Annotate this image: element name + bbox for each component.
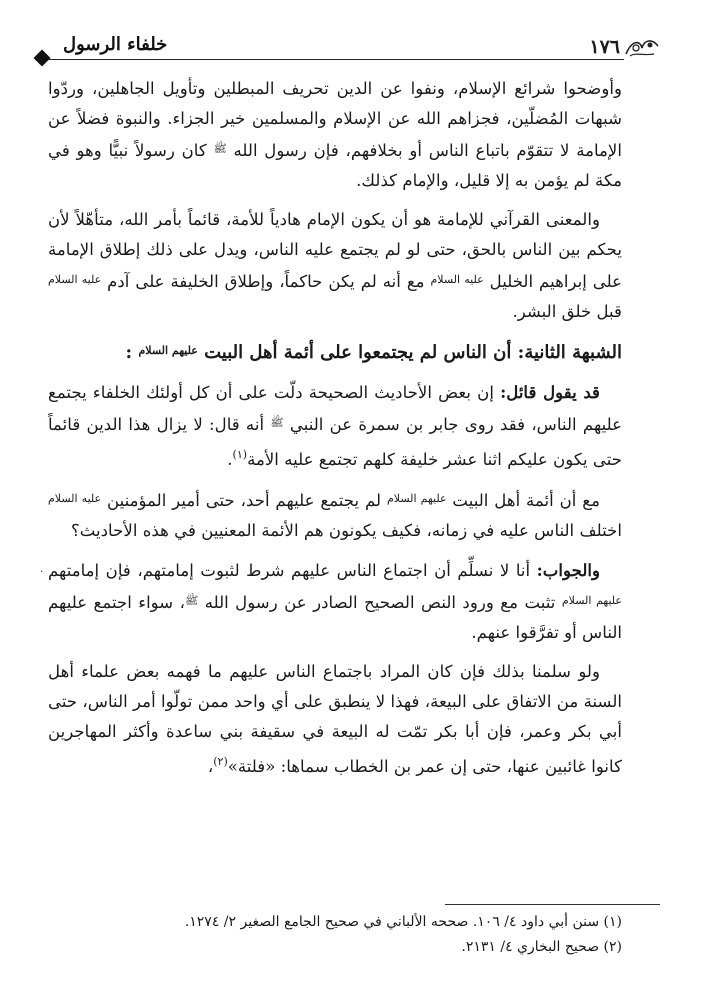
margin-mark: · [40, 567, 44, 578]
footnotes [48, 910, 622, 960]
lead-phrase: قد يقول قائل: [500, 382, 600, 402]
honorific-mark: ﷺ [184, 594, 199, 607]
diamond-ornament-icon [34, 50, 51, 67]
floral-ornament-icon [624, 34, 660, 60]
footnote-ref-2[interactable]: (٢) [213, 755, 228, 768]
honorific-mark: عليه السلام [430, 273, 484, 286]
paragraph-1: وأوضحوا شرائع الإسلام، ونفوا عن الدين تحريف المبطلين وتأويل الجاهلين، وردّوا شبهات المُضلّين، فجزاهم الله عن الإسلام والمسلمين خير الجزاء. والنبوة فضلاً عن الإمامة لا تتقوّم باتباع الناس أو بخلافهم، فإن رسول الله $^ﷺ$ كان رسولاً نبيًّا وهو في مكة لم يؤمن به إلا قليل، والإمام كذلك. [48, 79, 623, 190]
honorific-mark: عليهم السلام [561, 594, 622, 607]
section-heading: الشبهة الثانية: أن الناس لم يجتمعوا على أئمة أهل البيت $^{عليهم السلام}$ : [125, 342, 622, 363]
honorific-mark: ﷺ [213, 142, 227, 155]
footnote-2: (٢) صحيح البخاري ٤/ ٢١٣١. [461, 939, 622, 955]
honorific-mark: عليهم السلام [138, 344, 198, 357]
footnote-ref-1[interactable]: (١) [232, 448, 248, 461]
lead-phrase: والجواب: [536, 560, 600, 580]
page-header [36, 34, 660, 68]
book-title: خلفاء الرسول [58, 34, 172, 56]
honorific-mark: عليهم السلام [386, 492, 447, 505]
paragraph-3: قد يقول قائل: إن بعض الأحاديث الصحيحة دلّت على أن كل أولئك الخلفاء يجتمع عليهم الناس، فقد روى جابر بن سمرة عن النبي $^ﷺ$ أنه قال: لا يزال هذا الدين قائماً حتى يكون عليكم اثنا عشر خليفة كلهم تجتمع عليه الأمة$^{(١)}$. [48, 382, 622, 469]
footnote-1: (١) سنن أبي داود ٤/ ١٠٦. صححه الألباني في صحيح الجامع الصغير ٢/ ١٢٧٤. [184, 914, 622, 930]
page-number: ١٧٦ [589, 36, 620, 58]
paragraph-6: ولو سلمنا بذلك فإن كان المراد باجتماع الناس عليهم ما فهمه بعض علماء أهل السنة من الاتفاق على البيعة، فهذا لا ينطبق على أي واحد ممن تولّوا أمر الناس، حتى أبي بكر وعمر، فإن أبا بكر تمّت له البيعة في سقيفة بني ساعدة وأكثر المهاجرين كانوا غائبين عنها، حتى إن عمر بن الخطاب سماها: «فلتة»$^{(٢)}$، [48, 662, 622, 776]
honorific-mark: ﷺ [270, 416, 284, 429]
paragraph-4: مع أن أئمة أهل البيت $^{عليهم السلام}$ لم يجتمع عليهم أحد، حتى أمير المؤمنين $^{عليه السلام}$ اختلف الناس عليه في زمانه، فكيف يكونون هم الأئمة المعنيين في هذه الأحاديث؟ [48, 491, 622, 540]
paragraph-5: والجواب: أنا لا نسلِّم أن اجتماع الناس عليهم شرط لثبوت إمامتهم، فإن إمامتهم $^{عليهم السلام}$ تثبت مع ورود النص الصحيح الصادر عن رسول الله $^ﷺ$، سواء اجتمع عليهم الناس أو تفرَّقوا عنهم. [48, 560, 622, 642]
honorific-mark: عليه السلام [48, 273, 102, 286]
honorific-mark: عليه السلام [48, 492, 102, 505]
paragraph-2: والمعنى القرآني للإمامة هو أن يكون الإمام هادياً للأمة، قائماً بأمر الله، متأهّلاً لأن يحكم بين الناس بالحق، حتى لو لم يجتمع عليه الناس، ويدل على ذلك إطلاق الإمامة على إبراهيم الخليل $^{عليه السلام}$ مع أنه لم يكن حاكماً، وإطلاق الخليفة على آدم $^{عليه السلام}$ قبل خلق البشر. [48, 210, 622, 321]
footnote-rule [445, 904, 660, 905]
header-rule [48, 59, 624, 60]
main-text [48, 74, 622, 791]
